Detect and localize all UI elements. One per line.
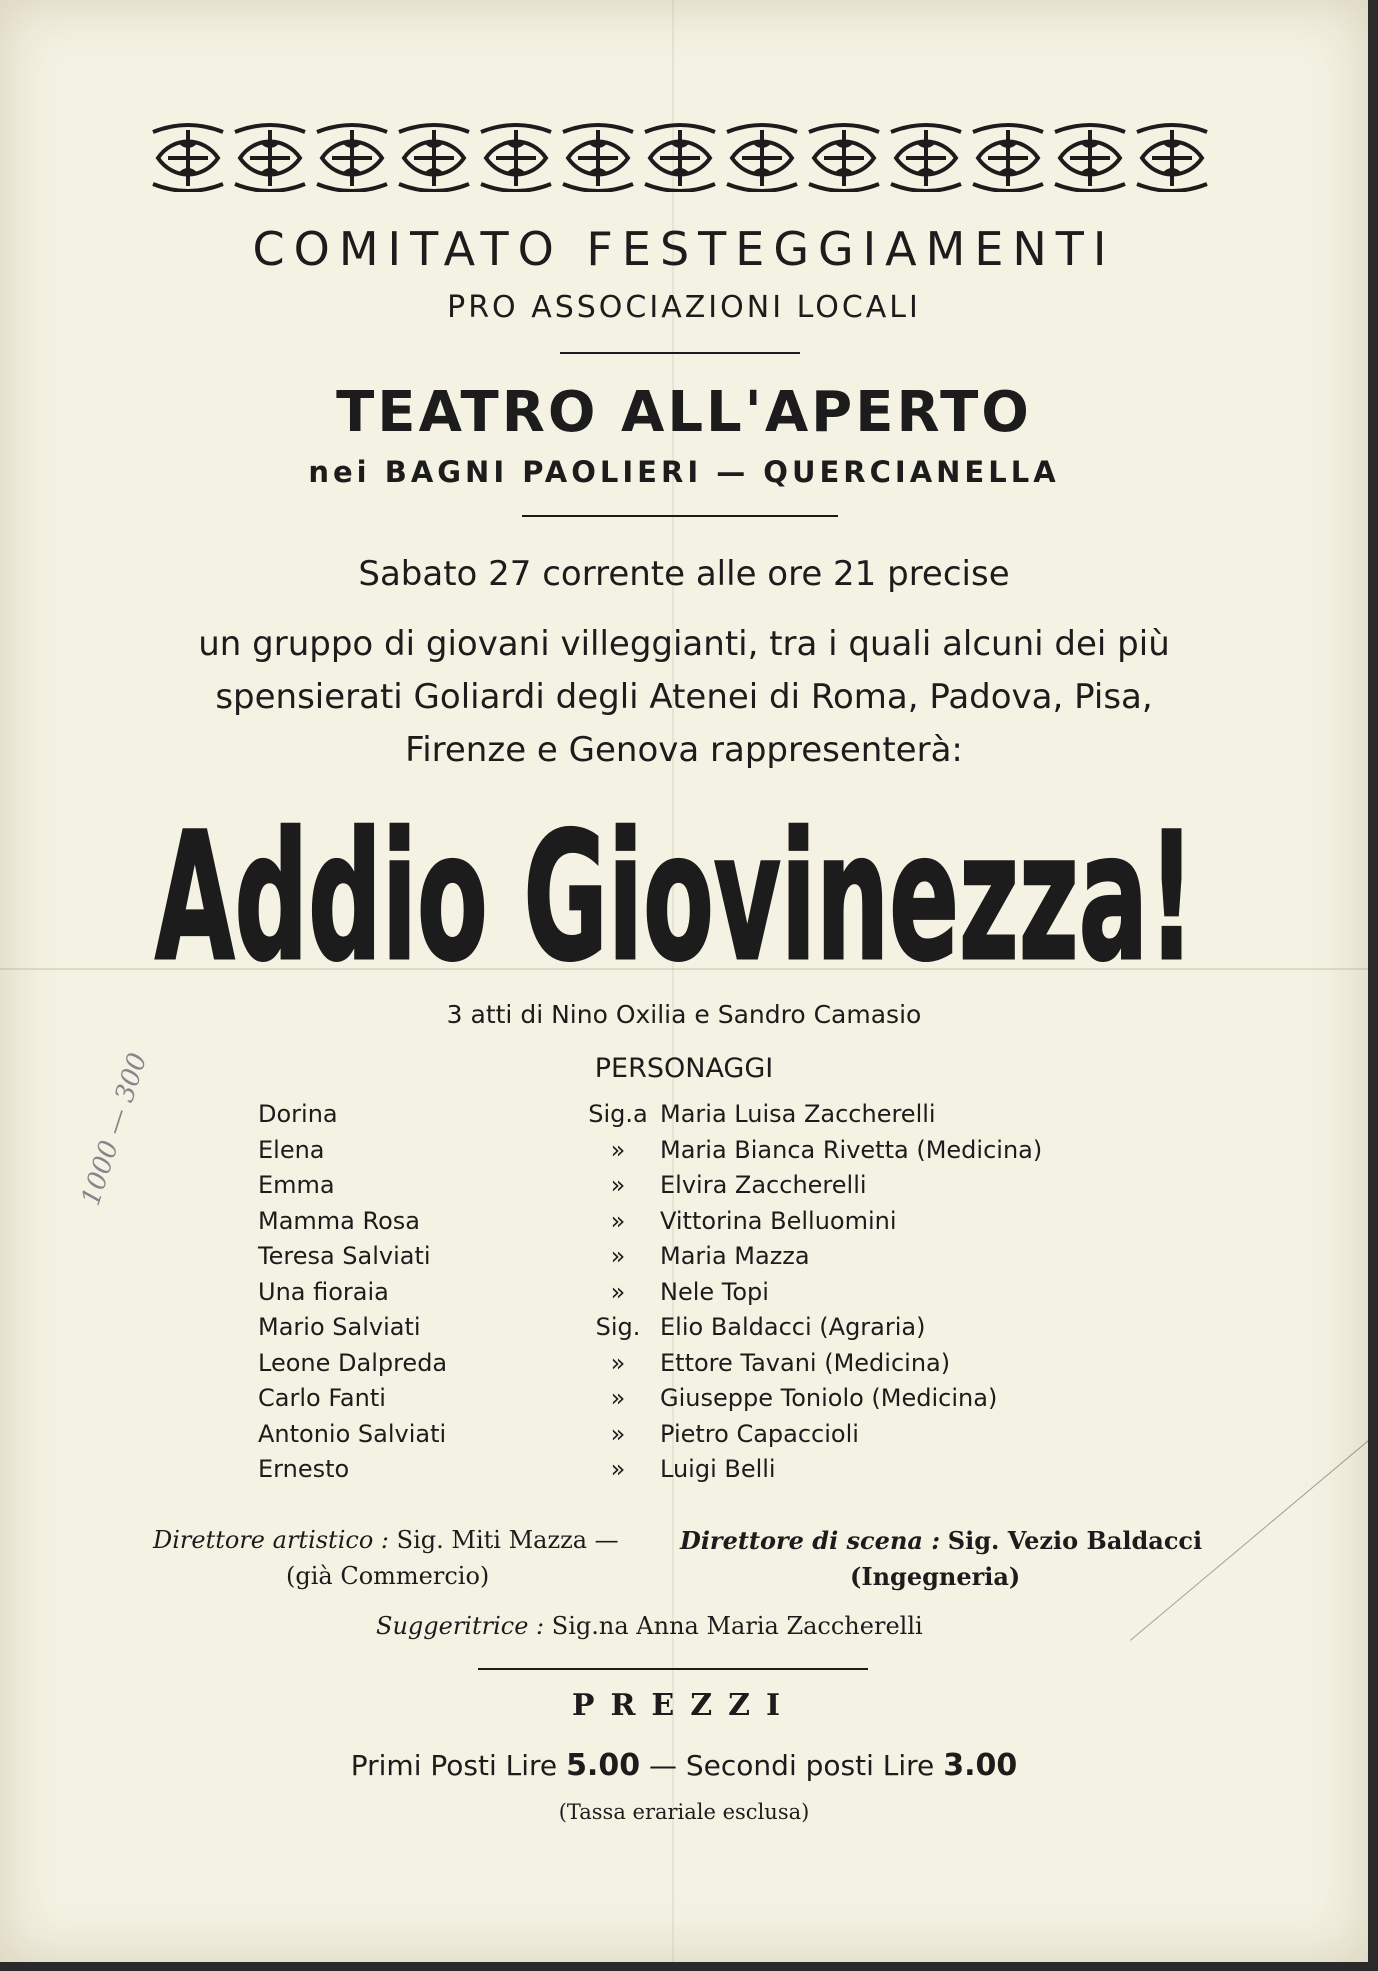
artistic-director-note: (già Commercio): [286, 1562, 490, 1590]
cast-heading: PERSONAGGI: [594, 1053, 774, 1084]
play-title: Addio Giovinezza!: [155, 795, 1195, 990]
cast-title: Sig.: [595, 1313, 641, 1341]
play-title-block: [150, 780, 1200, 990]
cast-actor: Maria Luisa Zaccherelli: [660, 1100, 936, 1128]
divider: [522, 515, 838, 517]
divider: [560, 352, 800, 354]
cast-row: [258, 1455, 1158, 1491]
cast-role: Mario Salviati: [258, 1313, 421, 1341]
cast-title: »: [610, 1348, 626, 1377]
cast-title: »: [610, 1206, 626, 1235]
price-separator: —: [649, 1749, 677, 1782]
cast-row: [258, 1313, 1158, 1349]
cast-title: »: [610, 1419, 626, 1448]
venue-subtitle: nei BAGNI PAOLIERI — QUERCIANELLA: [308, 455, 1060, 489]
intro-line: spensierati Goliardi degli Atenei di Roma, Padova, Pisa,: [215, 677, 1153, 717]
cast-actor: Luigi Belli: [660, 1455, 776, 1483]
prices-heading: PREZZI: [571, 1688, 797, 1723]
cast-title: »: [610, 1242, 626, 1270]
cast-row: [258, 1420, 1158, 1456]
committee-subtitle: PRO ASSOCIAZIONI LOCALI: [447, 290, 921, 325]
prompter-label: Suggeritrice :: [376, 1612, 545, 1640]
stage-director-note: (Ingegneria): [850, 1562, 1021, 1591]
intro-line: Firenze e Genova rappresenterà:: [405, 730, 963, 770]
tax-note: (Tassa erariale esclusa): [558, 1800, 810, 1824]
intro-line: un gruppo di giovani villeggianti, tra i quali alcuni dei più: [198, 624, 1170, 664]
first-seats-label: Primi Posti Lire: [350, 1749, 558, 1782]
second-seats-price: 3.00: [943, 1748, 1018, 1783]
play-subtitle: 3 atti di Nino Oxilia e Sandro Camasio: [446, 1000, 922, 1029]
cast-title: »: [610, 1277, 626, 1306]
cast-row: [258, 1100, 1158, 1136]
cast-role: Dorina: [258, 1100, 338, 1128]
cast-actor: Ettore Tavani (Medicina): [660, 1348, 951, 1377]
cast-title: »: [610, 1135, 626, 1164]
cast-role: Ernesto: [258, 1455, 350, 1483]
handwritten-stamp: 1000 — 300: [76, 1049, 154, 1210]
artistic-director-label: Direttore artistico :: [153, 1526, 389, 1554]
cast-row: [258, 1384, 1158, 1420]
cast-actor: Elio Baldacci (Agraria): [660, 1313, 926, 1341]
intro-line: Sabato 27 corrente alle ore 21 precise: [358, 554, 1010, 594]
cast-actor: Giuseppe Toniolo (Medicina): [660, 1384, 998, 1412]
stage-director: [680, 1526, 1202, 1555]
cast-role: Mamma Rosa: [258, 1206, 420, 1235]
cast-row: [258, 1278, 1158, 1314]
cast-actor: Elvira Zaccherelli: [660, 1171, 867, 1199]
stage-director-name: Sig. Vezio Baldacci: [947, 1526, 1203, 1555]
cast-actor: Maria Mazza: [660, 1242, 810, 1270]
cast-row: [258, 1349, 1158, 1385]
prices-line: [0, 1748, 1368, 1783]
cast-actor: Nele Topi: [660, 1277, 769, 1306]
prompter-name: Sig.na Anna Maria Zaccherelli: [551, 1612, 923, 1640]
cast-row: [258, 1242, 1158, 1278]
cast-list: [258, 1100, 1158, 1491]
venue-title: TEATRO ALL'APERTO: [336, 380, 1032, 445]
artistic-director: [153, 1526, 619, 1554]
second-seats-label: Secondi posti Lire: [685, 1749, 935, 1782]
ornament-band: [148, 122, 1223, 192]
prompter: [376, 1612, 923, 1640]
cast-row: [258, 1171, 1158, 1207]
cast-role: Antonio Salviati: [258, 1419, 447, 1448]
cast-role: Teresa Salviati: [258, 1242, 431, 1270]
stage-director-label: Direttore di scena :: [680, 1526, 941, 1555]
artistic-director-name: Sig. Miti Mazza —: [396, 1526, 619, 1554]
cast-actor: Vittorina Belluomini: [660, 1206, 897, 1235]
cast-row: [258, 1207, 1158, 1243]
first-seats-price: 5.00: [566, 1748, 641, 1783]
cast-title: »: [610, 1171, 626, 1199]
cast-actor: Pietro Capaccioli: [660, 1419, 859, 1448]
cast-actor: Maria Bianca Rivetta (Medicina): [660, 1135, 1043, 1164]
cast-title: »: [610, 1455, 626, 1483]
cast-role: Elena: [258, 1135, 325, 1164]
cast-role: Carlo Fanti: [258, 1384, 386, 1412]
cast-title: Sig.a: [588, 1100, 648, 1128]
cast-role: Una fioraia: [258, 1277, 389, 1306]
cast-title: »: [610, 1384, 626, 1412]
cast-role: Emma: [258, 1171, 335, 1199]
committee-title: COMITATO FESTEGGIAMENTI: [252, 222, 1116, 276]
cast-row: [258, 1136, 1158, 1172]
cast-role: Leone Dalpreda: [258, 1348, 448, 1377]
divider: [478, 1668, 868, 1670]
